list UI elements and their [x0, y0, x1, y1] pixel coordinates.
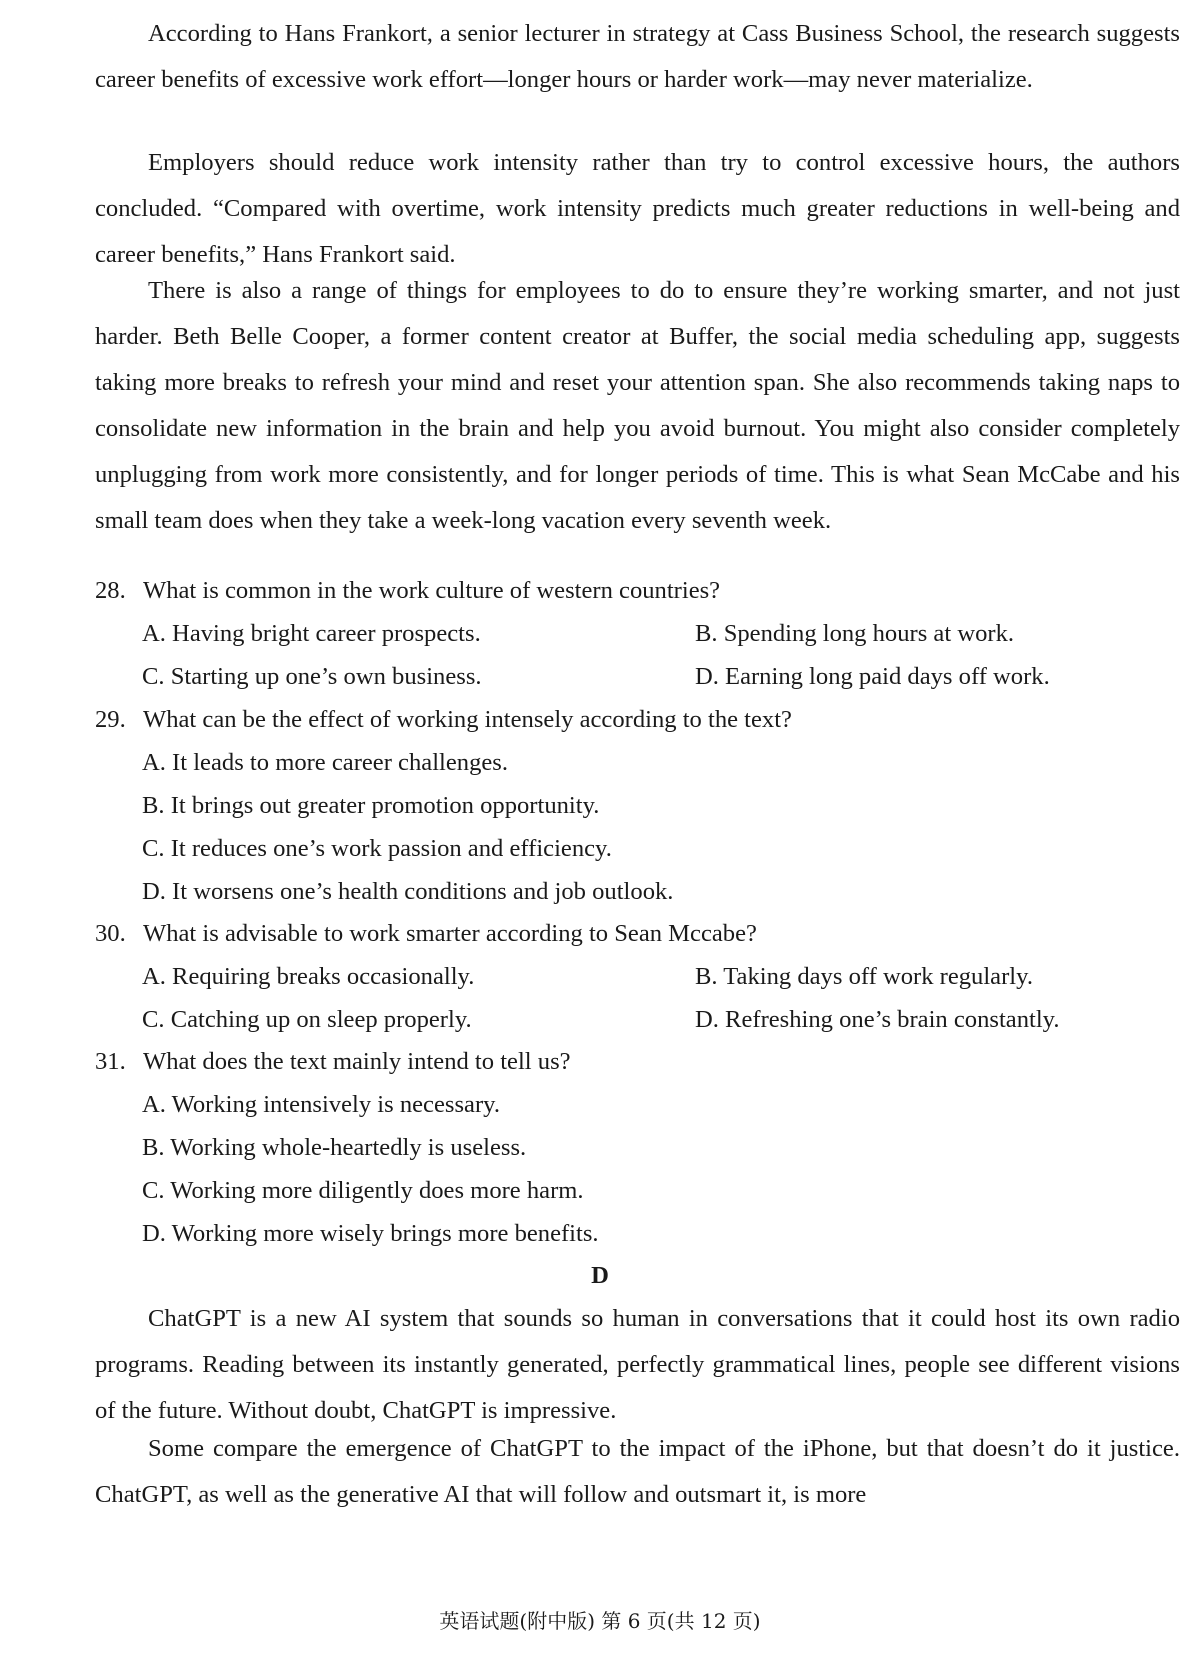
passage-c-paragraph-2: Employers should reduce work intensity rather than try to control excessive hours, the authors concluded. “Compared with overtime, work intensity predicts much greater reductions in well-being and career benefits,” Hans Frankort said.: [95, 149, 1180, 268]
question-number: 30.: [95, 920, 126, 947]
option-a: A. Having bright career prospects.: [142, 620, 481, 647]
option-a: A. It leads to more career challenges.: [142, 749, 509, 776]
option-d: D. It worsens one’s health conditions and job outlook.: [142, 878, 674, 905]
passage-c-paragraph-1: According to Hans Frankort, a senior lecturer in strategy at Cass Business School, the research suggests career benefits of excessive work effort—longer hours or harder work—may never materialize.: [95, 20, 1180, 93]
option-b: B. Taking days off work regularly.: [695, 963, 1033, 990]
option-c: C. Starting up one’s own business.: [142, 663, 482, 690]
option-c: C. Catching up on sleep properly.: [142, 1006, 472, 1033]
question-30: [95, 911, 1180, 957]
question-28: [95, 568, 1180, 614]
option-a: A. Requiring breaks occasionally.: [142, 963, 475, 990]
question-number: 28.: [95, 577, 126, 604]
option-b: B. Working whole-heartedly is useless.: [142, 1134, 527, 1161]
question-text: What can be the effect of working intensely according to the text?: [143, 706, 792, 733]
question-number: 29.: [95, 706, 126, 733]
question-29: [95, 697, 1180, 743]
page-footer: 英语试题(附中版) 第 6 页(共 12 页): [439, 1609, 761, 1633]
passage-c-paragraph-3: There is also a range of things for employees to do to ensure they’re working smarter, and not just harder. Beth Belle Cooper, a former content creator at Buffer, the social media scheduling app, suggests taking more breaks to refresh your mind and reset your attention span. She also recommends taking naps to consolidate new information in the brain and help you avoid burnout. You might also consider completely unplugging from work more consistently, and for longer periods of time. This is what Sean McCabe and his small team does when they take a week-long vacation every seventh week.: [95, 277, 1180, 534]
option-d: D. Refreshing one’s brain constantly.: [695, 1006, 1060, 1033]
passage-d-paragraph-1: ChatGPT is a new AI system that sounds so human in conversations that it could host its own radio programs. Reading between its instantly generated, perfectly grammatical lines, people see different visions of the future. Without doubt, ChatGPT is impressive.: [95, 1305, 1180, 1424]
passage-d-paragraph-2: Some compare the emergence of ChatGPT to the impact of the iPhone, but that doesn’t do it justice. ChatGPT, as well as the generative AI that will follow and outsmart it, is more: [95, 1435, 1180, 1508]
option-d: D. Earning long paid days off work.: [695, 663, 1050, 690]
option-c: C. Working more diligently does more harm.: [142, 1177, 584, 1204]
question-31: [95, 1039, 1180, 1085]
section-heading: D: [591, 1262, 609, 1289]
option-b: B. Spending long hours at work.: [695, 620, 1015, 647]
option-d: D. Working more wisely brings more benefits.: [142, 1220, 599, 1247]
question-text: What is common in the work culture of western countries?: [143, 577, 721, 604]
question-number: 31.: [95, 1048, 126, 1075]
option-a: A. Working intensively is necessary.: [142, 1091, 500, 1118]
question-text: What is advisable to work smarter according to Sean Mccabe?: [143, 920, 757, 947]
option-c: C. It reduces one’s work passion and efficiency.: [142, 835, 612, 862]
option-b: B. It brings out greater promotion opportunity.: [142, 792, 600, 819]
question-text: What does the text mainly intend to tell us?: [143, 1048, 571, 1075]
